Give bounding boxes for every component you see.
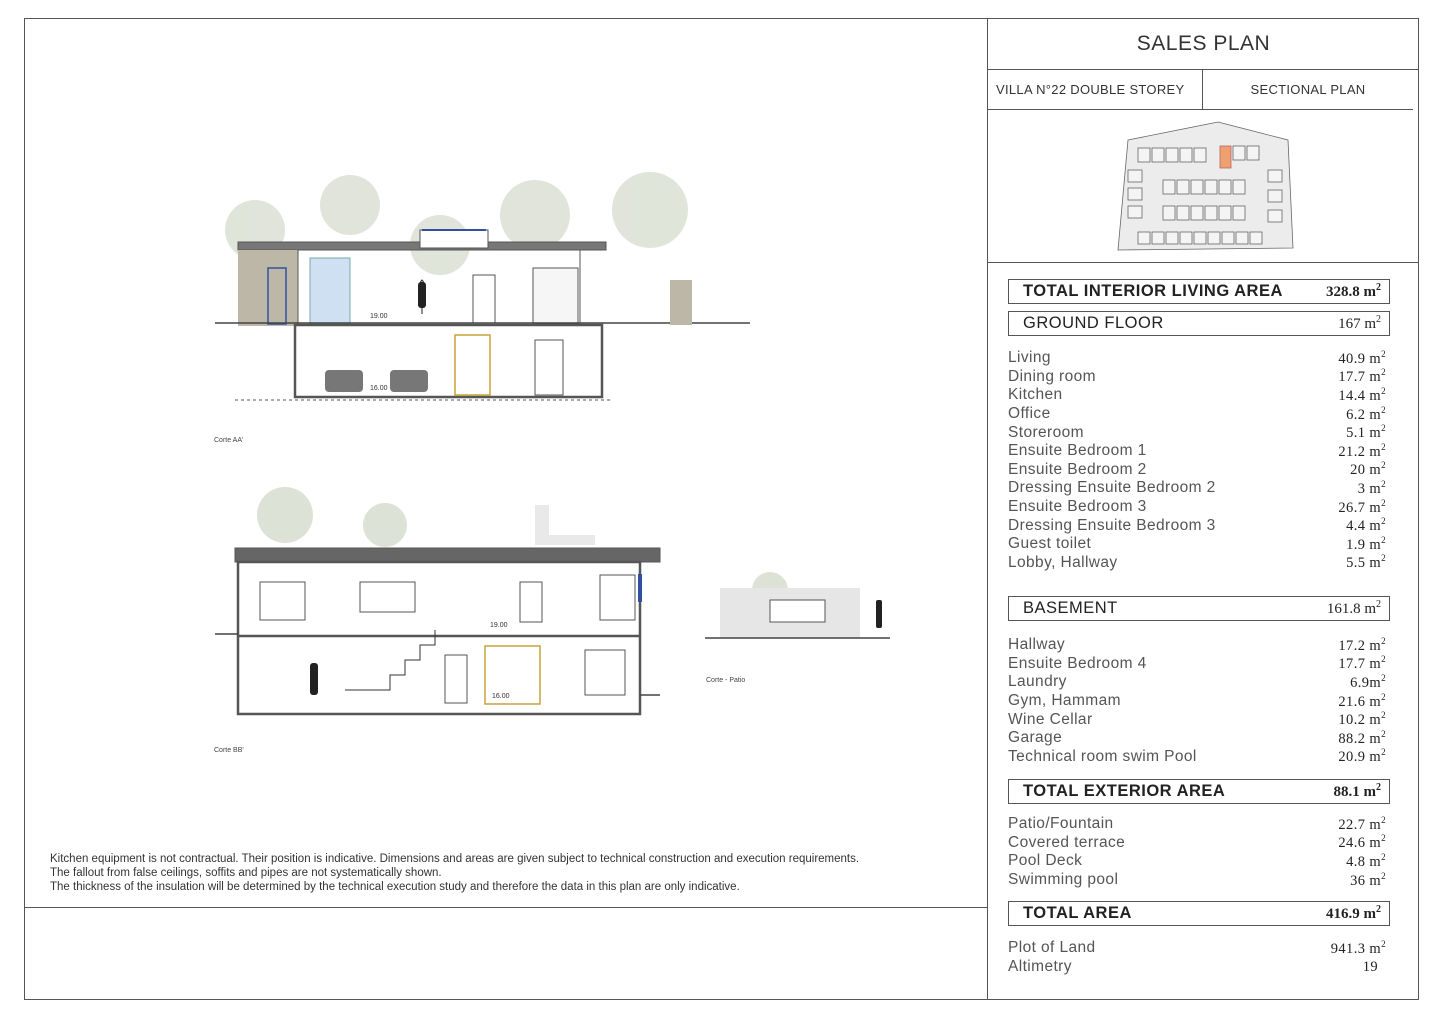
area-row: Dining room 17.7 $m^2$ (1008, 367, 1386, 386)
area-row: Ensuite Bedroom 4 17.7 $m^2$ (1008, 654, 1386, 673)
area-row: Ensuite Bedroom 1 21.2 $m^2$ (1008, 441, 1386, 460)
site-map-svg (988, 110, 1419, 263)
area-row: Pool Deck 4.8 $m^2$ (1008, 852, 1386, 870)
total-interior-label: TOTAL INTERIOR LIVING AREA (1023, 282, 1283, 300)
level-upper-aa: 19.00 (370, 313, 388, 320)
section-bb (215, 487, 660, 714)
total-interior-value: 328.8 $m^2$ (1326, 282, 1381, 300)
total-exterior-value: 88.1 $m^2$ (1333, 782, 1381, 800)
basement-box (1008, 596, 1390, 621)
basement-rows (1008, 636, 1390, 766)
area-row: Swimming pool 36 $m^2$ (1008, 870, 1386, 889)
area-row: Gym, Hammam 21.6 $m^2$ (1008, 691, 1386, 710)
area-row: Kitchen 14.4 $m^2$ (1008, 386, 1386, 404)
area-row: Wine Cellar 10.2 $m^2$ (1008, 710, 1386, 729)
total-area-value: 416.9 $m^2$ (1326, 904, 1381, 922)
area-row: Living 40.9 $m^2$ (1008, 348, 1386, 367)
area-row: Ensuite Bedroom 3 26.7 $m^2$ (1008, 497, 1386, 516)
level-lower-bb: 16.00 (492, 693, 510, 700)
notes-divider (24, 907, 987, 908)
sectional-drawings (190, 150, 910, 770)
area-row: Hallway 17.2 $m^2$ (1008, 635, 1386, 654)
basement-value: 161.8 $m^2$ (1326, 599, 1381, 617)
area-row: Covered terrace 24.6 $m^2$ (1008, 833, 1386, 852)
area-row: Dressing Ensuite Bedroom 2 3 $m^2$ (1008, 479, 1386, 497)
total-area-rows (1008, 939, 1390, 976)
total-area-box (1008, 901, 1390, 926)
sales-plan-title: SALES PLAN (988, 18, 1419, 70)
area-row: Storeroom 5.1 $m^2$ (1008, 423, 1386, 442)
section-drawing-svg (190, 150, 910, 770)
area-row: Dressing Ensuite Bedroom 3 4.4 $m^2$ (1008, 516, 1386, 535)
figure-bb (310, 663, 318, 695)
area-row: Technical room swim Pool 20.9 $m^2$ (1008, 747, 1386, 766)
area-row: Garage 88.2 $m^2$ (1008, 728, 1386, 747)
ground-floor-rows (1008, 349, 1390, 572)
note-line: The fallout from false ceilings, soffits and pipes are not systematically shown. (50, 867, 442, 879)
total-exterior-label: TOTAL EXTERIOR AREA (1023, 782, 1226, 800)
area-row: Patio/Fountain 22.7 $m^2$ (1008, 814, 1386, 833)
total-area-label: TOTAL AREA (1023, 904, 1132, 922)
plan-type: SECTIONAL PLAN (1250, 82, 1366, 97)
area-row: Guest toilet 1.9 $m^2$ (1008, 534, 1386, 553)
section-patio (705, 572, 890, 638)
ground-floor-label: GROUND FLOOR (1023, 314, 1164, 332)
watermark (535, 505, 595, 545)
area-row: Lobby, Hallway 5.5 $m^2$ (1008, 553, 1386, 572)
section-aa (215, 230, 750, 400)
site-map (988, 110, 1419, 263)
ground-floor-value: 167 $m^2$ (1338, 314, 1381, 332)
plan-subheader (988, 70, 1413, 110)
total-exterior-box (1008, 779, 1390, 804)
area-row: Office 6.2 $m^2$ (1008, 404, 1386, 423)
total-exterior-rows (1008, 815, 1390, 889)
level-upper-bb: 19.00 (490, 622, 508, 629)
note-line: The thickness of the insulation will be determined by the technical execution study and therefore the data in this plan are only indicative. (50, 881, 740, 893)
villa-name: VILLA N°22 DOUBLE STOREY (988, 70, 1203, 109)
area-row: Altimetry 19 (1008, 957, 1378, 976)
note-line: Kitchen equipment is not contractual. Their position is indicative. Dimensions and areas are given subject to technical construction and execution requirements. (50, 853, 860, 865)
area-row: Laundry $6.9m^2$ (1008, 673, 1386, 691)
caption-section-patio: Corte - Patio (706, 677, 746, 684)
area-row: Plot of Land 941.3 $m^2$ (1008, 938, 1386, 957)
disclaimer-notes (50, 852, 970, 894)
level-lower-aa: 16.00 (370, 385, 388, 392)
ground-floor-box (1008, 311, 1390, 336)
total-interior-box (1008, 279, 1390, 304)
caption-section-bb: Corte BB' (214, 747, 244, 754)
area-row: Ensuite Bedroom 2 20 $m^2$ (1008, 460, 1386, 479)
caption-section-aa: Corte AA' (214, 437, 244, 444)
basement-label: BASEMENT (1023, 599, 1118, 617)
